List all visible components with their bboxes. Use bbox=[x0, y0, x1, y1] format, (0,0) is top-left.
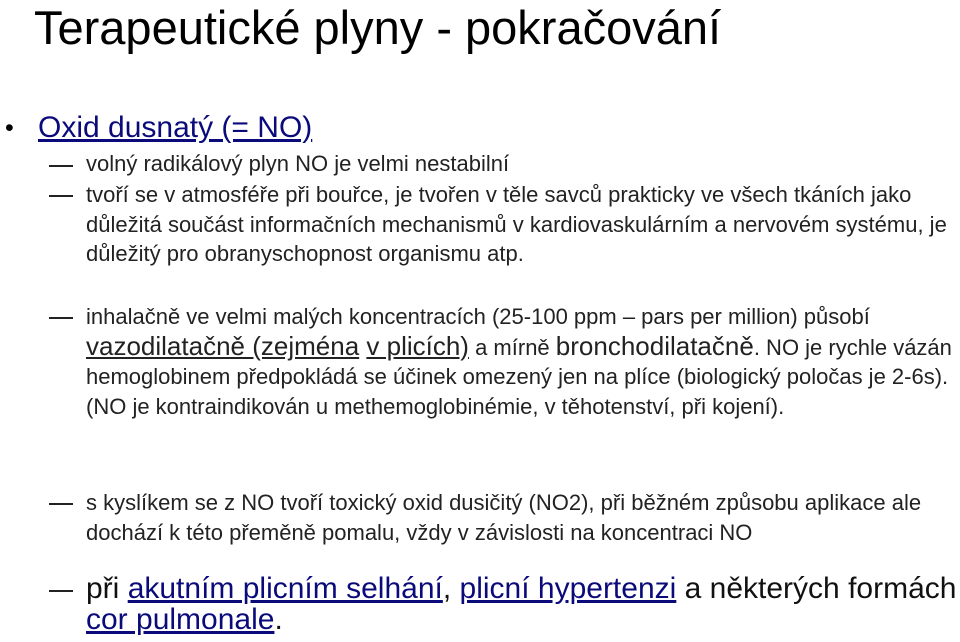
dash-icon bbox=[49, 317, 73, 319]
last-item bbox=[86, 573, 958, 635]
dash-icon bbox=[49, 195, 73, 197]
list-item: tvoří se v atmosféře při bouřce, je tvořen v těle savců prakticky ve všech tkáních jako důležitá součást informačních mechanismů v kardiovaskulárním a nervovém systému, je důležitý pro obranyschopnost organismu atp. bbox=[86, 182, 947, 266]
bullet-icon: • bbox=[5, 114, 14, 142]
last-text: . bbox=[274, 603, 283, 636]
item-text: inhalačně ve velmi malých koncentracích (25-100 ppm – pars per million) působí bbox=[86, 304, 870, 329]
last-highlight: akutním plicním selhání bbox=[127, 572, 443, 605]
last-highlight: plicní hypertenzi bbox=[459, 572, 677, 605]
page-title: Terapeutické plyny - pokračování bbox=[34, 1, 722, 54]
dash-icon bbox=[49, 590, 73, 592]
last-text: při bbox=[86, 572, 128, 605]
list-item: s kyslíkem se z NO tvoří toxický oxid dusičitý (NO2), při běžném způsobu aplikace ale dochází k této přeměně pomalu, vždy v závislosti na koncentraci NO bbox=[86, 490, 922, 545]
item-highlight: v plicích) bbox=[366, 330, 469, 361]
dash-icon bbox=[49, 165, 73, 167]
bullet-heading: Oxid dusnatý (= NO) bbox=[38, 111, 313, 144]
item-text: . NO je rychle vázán hemoglobinem předpokládá se účinek omezený jen na plíce (biologický poločas je 2-6s). (NO je kontraindikován u methemoglobinémie, v těhotenství, při kojení). bbox=[86, 334, 952, 419]
dash-icon bbox=[49, 503, 73, 505]
last-highlight: cor pulmonale bbox=[86, 603, 275, 636]
item-highlight: vazodilatačně (zejména bbox=[86, 330, 360, 361]
last-text: a některých formách bbox=[676, 572, 957, 605]
item-text: a mírně bbox=[468, 334, 556, 360]
list-item bbox=[86, 302, 954, 421]
item-emphasis: bronchodilatačně bbox=[555, 330, 754, 361]
last-text: , bbox=[442, 572, 460, 605]
list-item: volný radikálový plyn NO je velmi nestabilní bbox=[86, 151, 510, 176]
